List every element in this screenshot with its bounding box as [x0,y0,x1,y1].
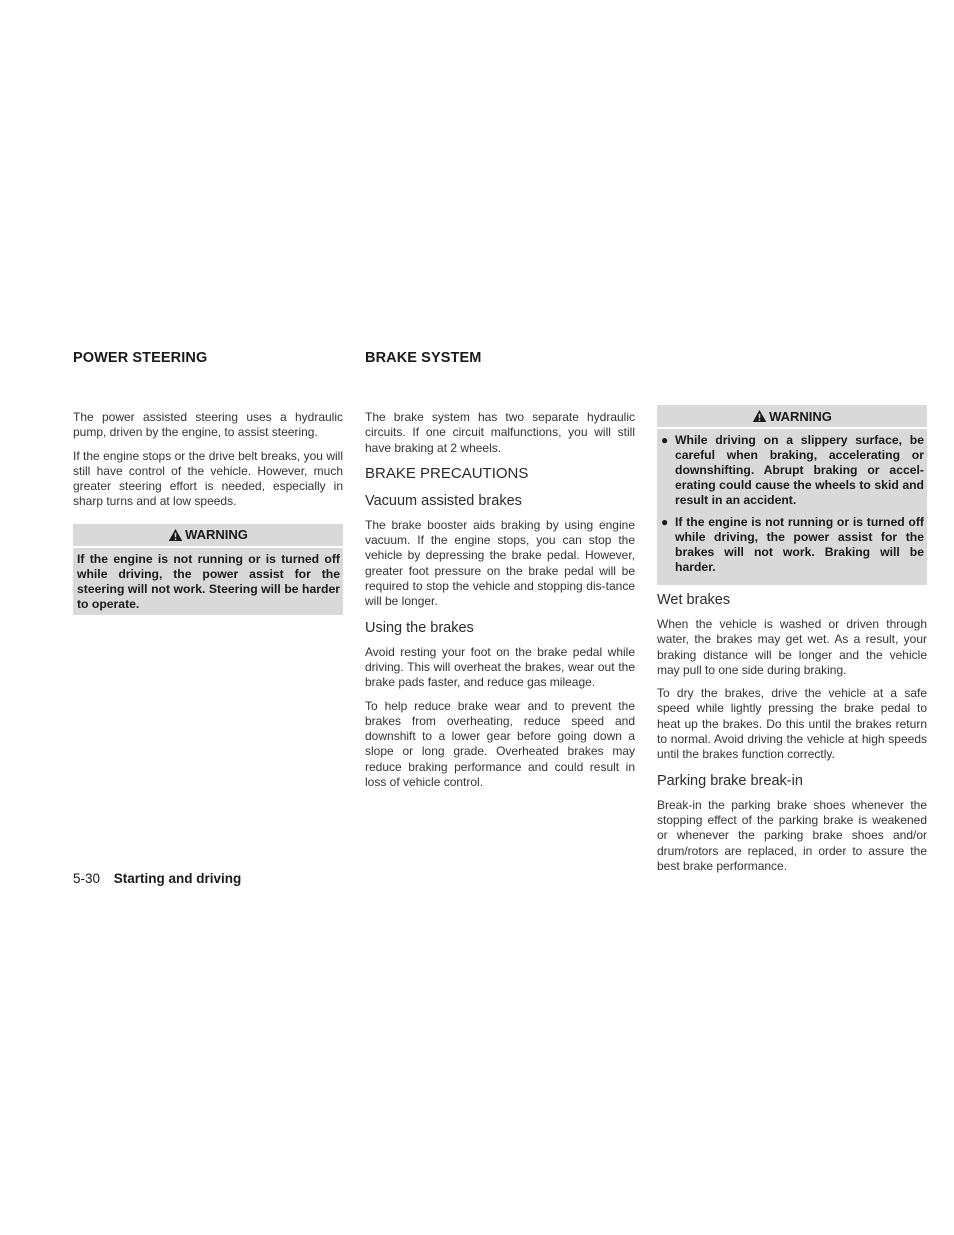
footer-section-title: Starting and driving [113,871,242,886]
warning-header [73,524,343,548]
warning-list-item [659,433,924,508]
warning-text: If the engine is not running or is turned off while driving, the power assist for the steering will not work. Steering will be harder to operate. [77,551,340,611]
heading-parking-brake-break-in: Parking brake break-in [657,772,803,789]
heading-wet-brakes: Wet brakes [657,592,731,608]
bullet-icon: ● [661,433,669,447]
warning-triangle-icon [168,528,183,542]
warning-header [657,405,927,429]
warning-list [657,429,927,585]
heading-vacuum-assisted-brakes: Vacuum assisted brakes [365,492,522,509]
brake-system-paragraph: The brake system has two separate hydraulic circuits. If one circuit malfunctions, you will still have braking at 2 wheels. [365,410,635,455]
vacuum-brakes-paragraph: The brake booster aids braking by using engine vacuum. If the engine stops, you can stop the vehicle by depressing the brake pedal. However, greater foot pressure on the brake pedal will be required to stop the vehicle and stopping dis-tance will be longer. [365,517,635,609]
using-brakes-paragraph-2: To help reduce brake wear and to prevent the brakes from overheating, reduce speed and downshift to a lower gear before going down a slope or long grade. Overheated brakes may reduce braking performance and could result in loss of vehicle control. [365,698,635,790]
warning-triangle-icon [752,409,767,423]
using-brakes-paragraph-1: Avoid resting your foot on the brake pedal while driving. This will overheat the brakes, wear out the brake pads faster, and reduce gas mileage. [365,644,635,690]
brake-warning-box [657,405,927,585]
steering-warning-box [73,524,343,615]
power-steering-paragraph-2: If the engine stops or the drive belt breaks, you will still have control of the vehicle. However, much greater steering effort is needed, especially in sharp turns and at low speeds. [73,448,343,509]
warning-label: WARNING [769,408,832,424]
page-number: 5-30 [73,871,101,886]
warning-label: WARNING [185,527,248,543]
heading-brake-precautions: BRAKE PRECAUTIONS [365,464,529,482]
power-steering-paragraph-1: The power assisted steering uses a hydraulic pump, driven by the engine, to assist steering. [73,410,343,440]
warning-item-text: If the engine is not running or is turned off while driving, the power assist for the brakes will not work. Braking will be harder. [675,515,924,574]
page-footer [73,871,241,886]
brake-system-column [365,348,635,798]
section-title-power-steering: POWER STEERING [73,350,208,366]
wet-brakes-paragraph-2: To dry the brakes, drive the vehicle at a safe speed while lightly pressing the brake pedal to heat up the brakes. Do this until the brakes return to normal. Avoid driving the vehicle at high speeds until the brakes function correctly. [657,686,927,762]
power-steering-column [73,348,343,615]
brake-continued-column [657,405,927,882]
parking-brake-paragraph: Break-in the parking brake shoes whenever the stopping effect of the parking brake is weakened or whenever the parking brake shoes and/or drum/rotors are replaced, in order to assure the best brake performance. [657,797,927,873]
wet-brakes-paragraph-1: When the vehicle is washed or driven through water, the brakes may get wet. As a result, your braking distance will be longer and the vehicle may pull to one side during braking. [657,617,927,677]
bullet-icon: ● [661,515,669,529]
section-title-brake-system: BRAKE SYSTEM [365,350,482,366]
warning-item-text: While driving on a slippery surface, be careful when braking, accelerating or downshifting. Abrupt braking or accel-erating could cause the wheels to skid and result in an accident. [675,433,924,507]
heading-using-the-brakes: Using the brakes [365,619,474,636]
warning-list-item [659,515,924,575]
